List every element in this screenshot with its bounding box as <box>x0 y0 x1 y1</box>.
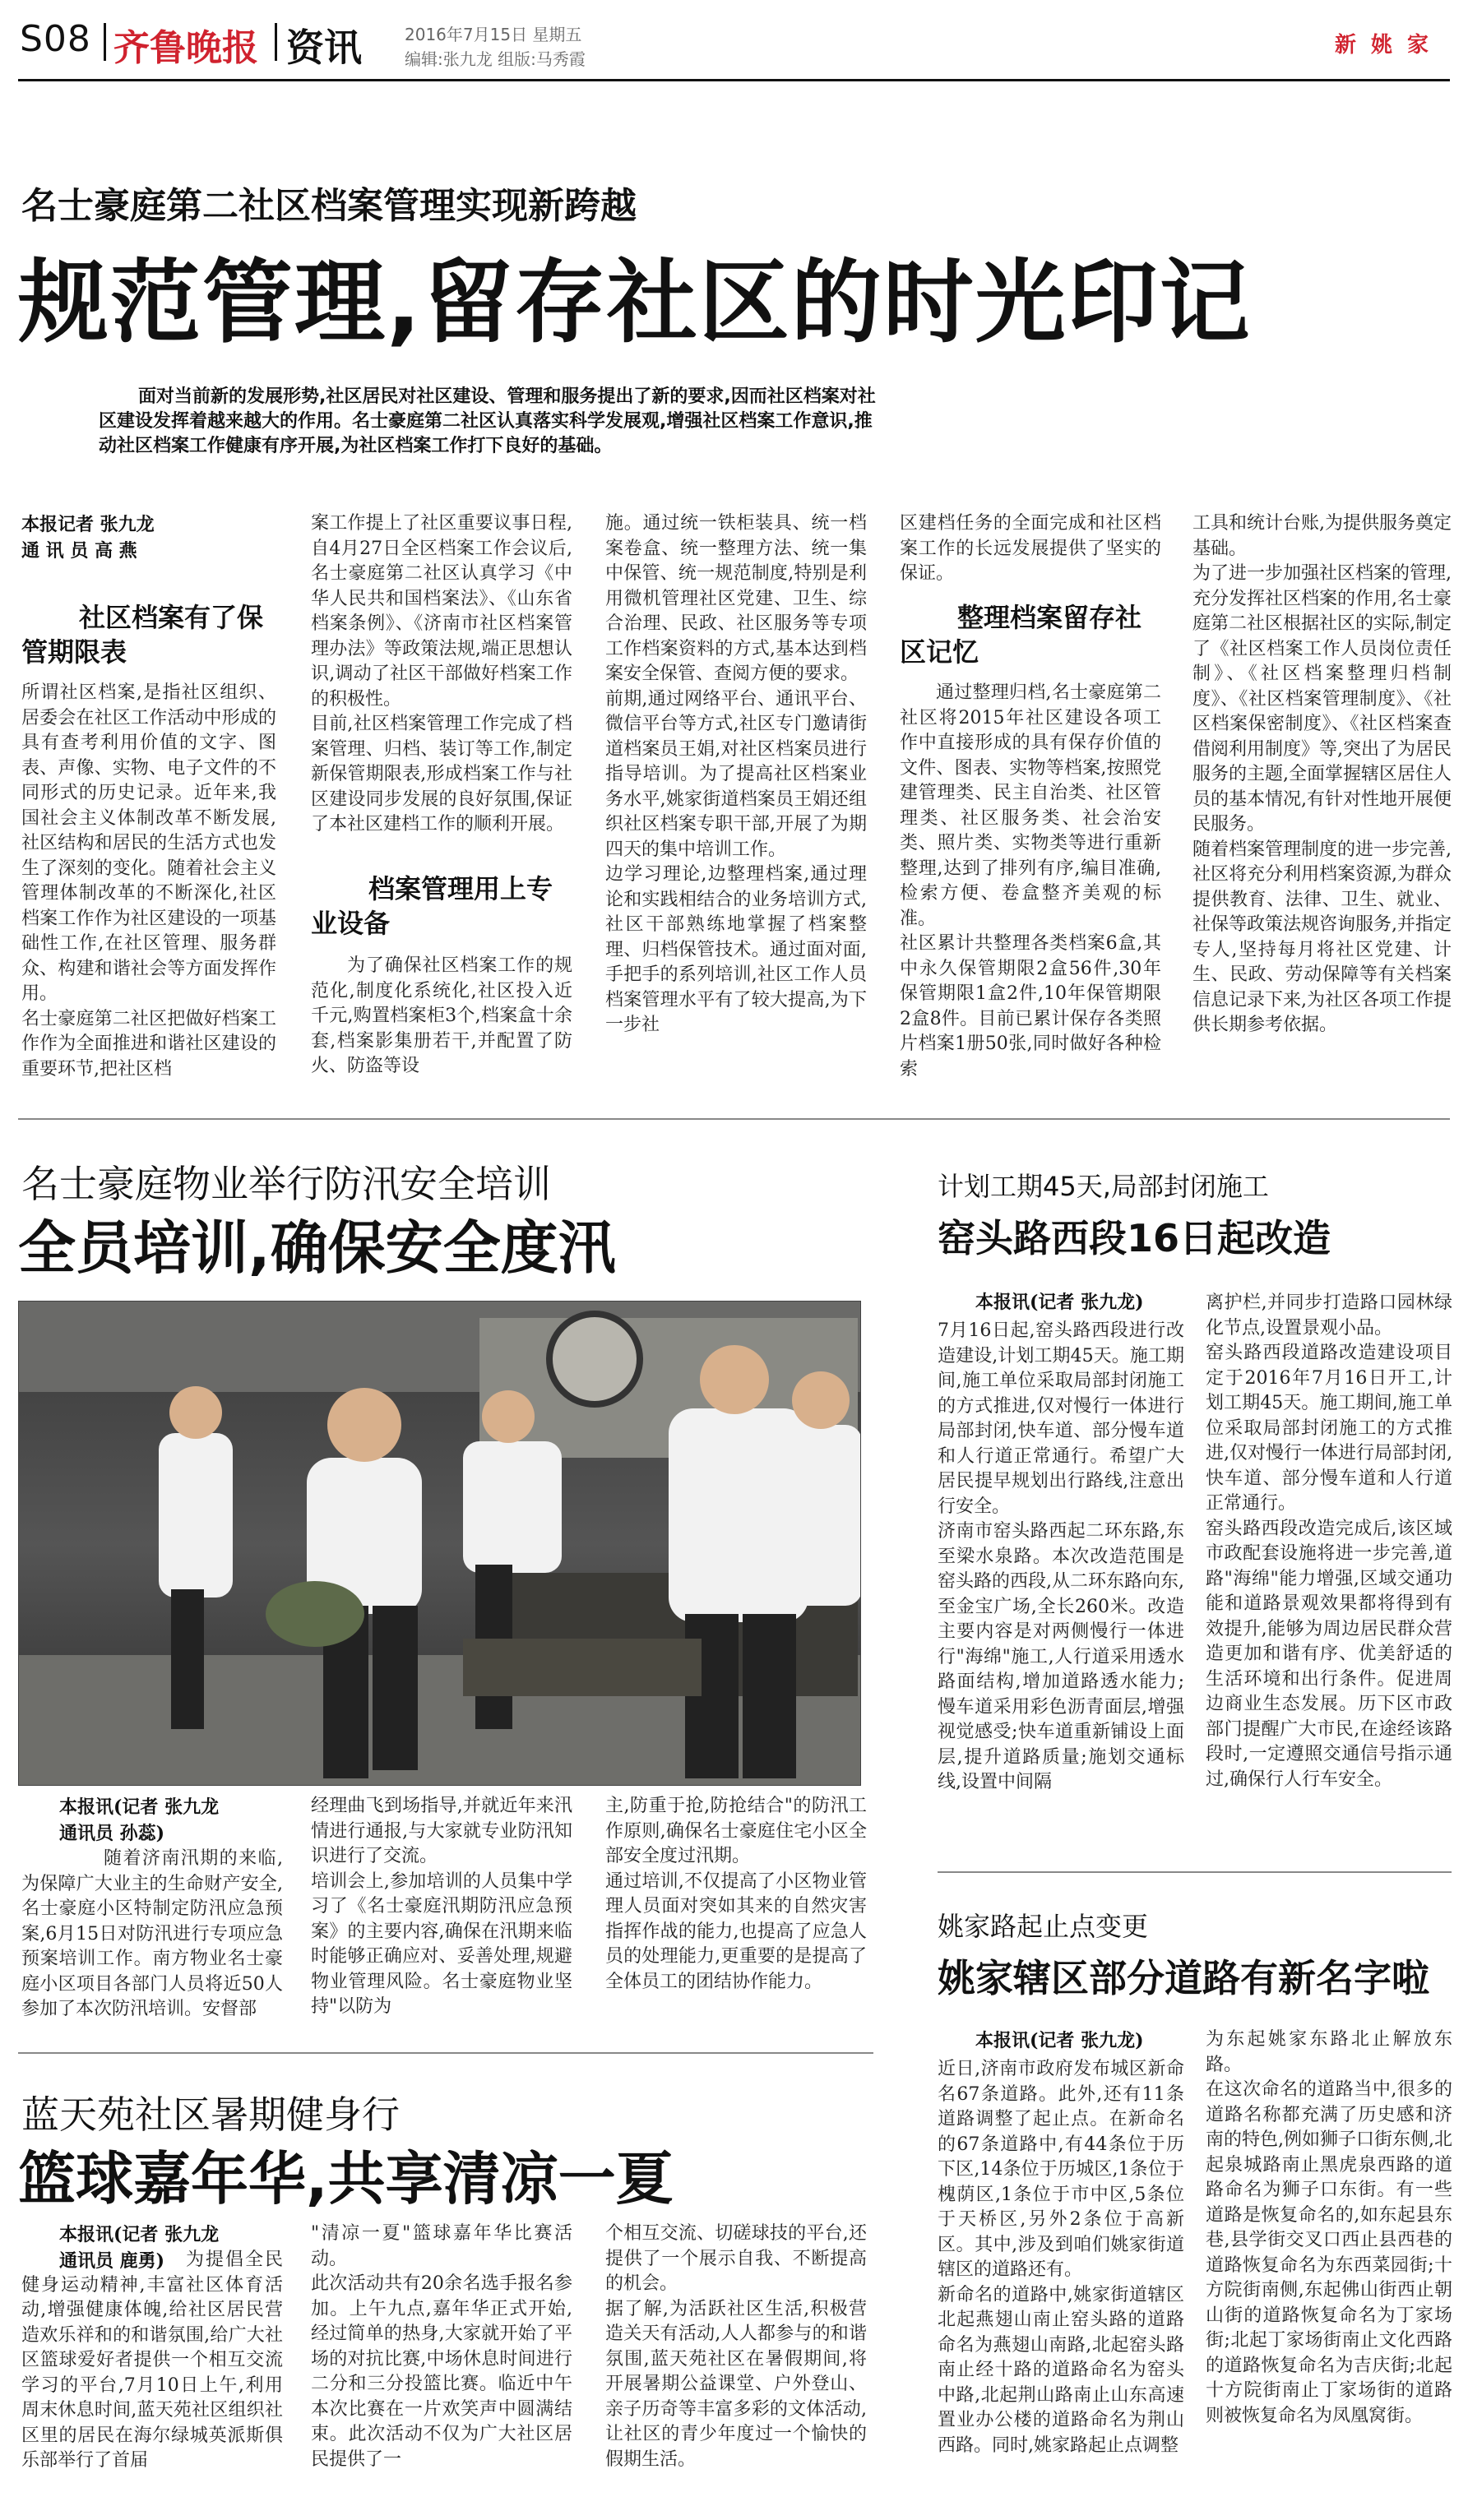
article2-column-2: 经理曲飞到场指导,并就近年来汛情进行通报,与大家就专业防汛知识进行了交流。 培训会上,参加培训的人员集中学习了《名士豪庭汛期防汛应急预案》的主要内容,确保在汛期来临时能够正确应对、妥善处理,规避物业管理风险。名士豪庭物业坚持"以防为 <box>311 1796 572 2017</box>
section-divider-2 <box>18 2052 873 2054</box>
article2-byline: 本报讯(记者 张九龙 通讯员 孙蕊) <box>59 1796 220 1844</box>
article1-kicker: 名士豪庭第二社区档案管理实现新跨越 <box>21 185 637 227</box>
article1-column-2a: 案工作提上了社区重要议事日程,自4月27日全区档案工作会议后,名士豪庭第二社区认真学习《中华人民共和国档案法》、《山东省档案条例》、《济南市社区档案管理办法》等政策法规,端正思想认识,调动了社区干部做好档案工作的积极性。 目前,社区档案管理工作完成了档案管理、归档、装订等工作,制定新保管期限表,形成档案工作与社区建设同步发展的良好氛围,保证了本社区建档工作的顺利开展。 <box>311 513 572 835</box>
article3-headline: 窑头路西段16日起改造 <box>938 1216 1331 1260</box>
article1-byline: 本报记者 张九龙 通 讯 员 高 燕 <box>21 514 155 562</box>
article3-column-2: 离护栏,并同步打造路口园林绿化节点,设置景观小品。 窑头路西段道路改造建设项目定于2016年7月16日开工,计划工期45天。施工期间,施工单位采取局部封闭施工的方式推进,仅对慢行一体进行局部封闭,快车道、部分慢车道和人行道正常通行。 窑头路西段改造完成后,该区域市政配套设施将进一步完善,道路"海绵"能力增强,区域交通功能和道路景观效果都将得到有效提升,能够为周边居民群众营造更加和谐有序、优美舒适的生活环境和出行条件。促进周边商业生态发展。历下区市政部门提醒广大市民,在途经该路段时,一定遵照交通信号指示通过,确保行人行车安全。 <box>1206 1292 1452 1790</box>
article1-column-5: 工具和统计台账,为提供服务奠定基础。 为了进一步加强社区档案的管理,充分发挥社区档案的作用,名士豪庭第二社区根据社区的实际,制定了《社区档案工作人员岗位责任制》、《社区档案整理归档制度》、《社区档案管理制度》、《社区档案保密制度》、《社区档案查借阅利用制度》等,突出了为居民服务的主题,全面掌握辖区居住人员的基本情况,有针对性地开展便民服务。 随着档案管理制度的进一步完善,社区将充分利用档案资源,为群众提供教育、法律、卫生、就业、社保等政策法规咨询服务,并指定专人,坚持每月将社区党建、计生、民政、劳动保障等有关档案信息记录下来,为社区各项工作提供长期参考依据。 <box>1192 513 1452 1035</box>
editor-credits: 编辑:张九龙 组版:马秀霞 <box>405 49 586 69</box>
photo-image <box>19 1302 861 1786</box>
article5-byline: 本报讯(记者 张九龙) <box>975 2030 1144 2051</box>
article1-column-4a: 区建档任务的全面完成和社区档案工作的长远发展提供了坚实的保证。 <box>900 513 1161 584</box>
article1-headline: 规范管理,留存社区的时光印记 <box>18 250 1252 355</box>
article2-kicker: 名士豪庭物业举行防汛安全培训 <box>21 1162 551 1206</box>
article5-column-2: 为东起姚家东路北止解放东路。 在这次命名的道路当中,很多的道路名称都充满了历史感和济南的特色,例如狮子口街东侧,北起泉城路南止黑虎泉西路的道路命名为狮子口东街。有一些道路是恢复命名的,如东起县东巷,县学街交叉口西止县西巷的道路恢复命名为东西菜园街;十方院街南侧,东起佛山街西止朝山街的道路恢复命名为丁家场街;北起丁家场街南止文化西路的道路恢复命名为吉庆街;北起十方院街南止丁家场街的道路则被恢复命名为凤凰窝街。 <box>1206 2029 1452 2426</box>
header-divider <box>104 23 106 61</box>
article4-column-2: "清凉一夏"篮球嘉年华比赛活动。 此次活动共有20余名选手报名参加。上午九点,嘉年华正式开始,经过简单的热身,大家就开始了平场的对抗比赛,中场休息时间进行二分和三分投篮比赛。临近中午本次比赛在一片欢笑声中圆满结束。此次活动不仅为广大社区居民提供了一 <box>311 2223 572 2470</box>
page-number: S08 <box>20 18 91 60</box>
article1-column-3: 施。通过统一铁柜装具、统一档案卷盒、统一整理方法、统一集中保管、统一规范制度,特别是利用微机管理社区党建、卫生、综合治理、民政、社区服务等专项工作档案资料的方式,基本达到档案安全保管、查阅方便的要求。 前期,通过网络平台、通讯平台、微信平台等方式,社区专门邀请街道档案员王娟,对社区档案员进行指导培训。为了提高社区档案业务水平,姚家街道档案员王娟还组织社区档案专职干部,开展了为期四天的集中培训工作。 边学习理论,边整理档案,通过理论和实践相结合的业务培训方式,社区干部熟练地掌握了档案整理、归档保管技术。通过面对面,手把手的系列培训,社区工作人员档案管理水平有了较大提高,为下一步社 <box>605 513 867 1035</box>
article2-column-3: 主,防重于抢,防抢结合"的防汛工作原则,确保名士豪庭住宅小区全部安全度过汛期。 通过培训,不仅提高了小区物业管理人员面对突如其来的自然灾害指挥作战的能力,也提高了应急人员的处理能力,更重要的是提高了全体员工的团结协作能力。 <box>605 1796 867 1992</box>
article3-column-1: 7月16日起,窑头路西段进行改造建设,计划工期45天。施工期间,施工单位采取局部封闭施工的方式推进,仅对慢行一体进行局部封闭,快车道、部分慢车道和人行道正常通行。希望广大居民提早规划出行路线,注意出行安全。 济南市窑头路西起二环东路,东至梁水泉路。本次改造范围是窑头路的西段,从二环东路向东,至金宝广场,全长260米。改造主要内容是对两侧慢行一体进行"海绵"施工,人行道采用透水路面结构,增加道路透水能力;慢车道采用彩色沥青面层,增强视觉感受;快车道重新铺设上面层,提升道路质量;施划交通标线,设置中间隔 <box>938 1320 1184 1792</box>
article4-byline: 本报讯(记者 张九龙 通讯员 鹿勇) <box>59 2224 220 2272</box>
issue-date: 2016年7月15日 星期五 <box>405 25 582 44</box>
section-divider <box>18 1118 1450 1120</box>
article5-kicker: 姚家路起止点变更 <box>938 1911 1149 1942</box>
article1-subhead-3: 整理档案留存社区记忆 <box>900 602 1142 668</box>
article1-subhead-2: 档案管理用上专业设备 <box>311 873 553 939</box>
article1-subhead-1: 社区档案有了保管期限表 <box>21 602 264 668</box>
article3-kicker: 计划工期45天,局部封闭施工 <box>938 1171 1269 1202</box>
article1-column-2b: 为了确保社区档案工作的规范化,制度化系统化,社区投入近千元,购置档案柜3个,档案盒十余套,档案影集册若干,并配置了防火、防盗等设 <box>311 955 572 1076</box>
header-divider-2 <box>275 23 277 61</box>
header-rule <box>18 79 1450 81</box>
article1-column-4b: 通过整理归档,名士豪庭第二社区将2015年社区建设各项工作中直接形成的具有保存价值的文件、图表、实物等档案,按照党建管理类、民主自治类、社区管理类、社区服务类、社会治安类、照片类、实物类等进行重新整理,达到了排列有序,编目准确,检索方便、卷盒整齐美观的标准。 社区累计共整理各类档案6盒,其中永久保管期限2盒56件,30年保管期限1盒2件,10年保管期限2盒8件。目前已累计保存各类照片档案1册50张,同时做好各种检索 <box>900 682 1161 1080</box>
article4-column-3: 个相互交流、切磋球技的平台,还提供了一个展示自我、不断提高的机会。 据了解,为活跃社区生活,积极营造关天有活动,人人都参与的和谐氛围,蓝天苑社区在暑假期间,将开展暑期公益课堂、户外登山、亲子历奇等丰富多彩的文体活动,让社区的青少年度过一个愉快的假期生活。 <box>605 2223 867 2470</box>
article5-headline: 姚家辖区部分道路有新名字啦 <box>938 1956 1429 2000</box>
column-name: 新姚家 <box>1334 33 1443 58</box>
article3-byline: 本报讯(记者 张九龙) <box>975 1292 1144 1313</box>
article4-kicker: 蓝天苑社区暑期健身行 <box>21 2092 400 2137</box>
article5-column-1: 近日,济南市政府发布城区新命名67条道路。此外,还有11条道路调整了起止点。在新命名的67条道路中,有44条位于历下区,14条位于历城区,1条位于槐荫区,1条位于市中区,5条位于天桥区,另外2条位于高新区。其中,涉及到咱们姚家街道辖区的道路还有。 新命名的道路中,姚家街道辖区北起燕翅山南止窑头路的道路命名为燕翅山南路,北起窑头路南止经十路的道路命名为窑头中路,北起荆山路南止山东高速置业办公楼的道路命名为荆山西路。同时,姚家路起止点调整 <box>938 2059 1184 2456</box>
section-divider-3 <box>938 1871 1452 1873</box>
newspaper-brand: 齐鲁晚报 <box>113 27 258 69</box>
article4-column-1: 为提倡全民健身运动精神,丰富社区体育活动,增强健康体魄,给社区居民营造欢乐祥和的和谐氛围,给广大社区篮球爱好者提供一个相互交流学习的平台,7月10日上午,利用周末休息时间,蓝天苑社区组织社区里的居民在海尔绿城英派斯俱乐部举行了首届 <box>21 2250 283 2471</box>
article1-lead: 面对当前新的发展形势,社区居民对社区建设、管理和服务提出了新的要求,因而社区档案对社区建设发挥着越来越大的作用。名士豪庭第二社区认真落实科学发展观,增强社区档案工作意识,推动社区档案工作健康有序开展,为社区档案工作打下良好的基础。 <box>99 386 876 456</box>
section-name: 资讯 <box>286 25 362 70</box>
training-photo <box>18 1301 861 1786</box>
article1-column-1: 所谓社区档案,是指社区组织、居委会在社区工作活动中形成的具有查考利用价值的文字、图表、声像、实物、电子文件的不同形式的历史记录。近年来,我国社会主义体制改革不断发展,社区结构和居民的生活方式也发生了深刻的变化。随着社会主义管理体制改革的不断深化,社区档案工作作为社区建设的一项基础性工作,在社区管理、服务群众、构建和谐社会等方面发挥作用。 名士豪庭第二社区把做好档案工作作为全面推进和谐社区建设的重要环节,把社区档 <box>21 682 276 1080</box>
article2-column-1: 随着济南汛期的来临,为保障广大业主的生命财产安全,名士豪庭小区特制定防汛应急预案,6月15日对防汛进行专项应急预案培训工作。南方物业名士豪庭小区项目各部门人员将近50人参加了本次防汛培训。安督部 <box>21 1848 283 2019</box>
article4-headline: 篮球嘉年华,共享清凉一夏 <box>18 2145 674 2213</box>
article2-headline: 全员培训,确保安全度汛 <box>18 1214 616 1282</box>
